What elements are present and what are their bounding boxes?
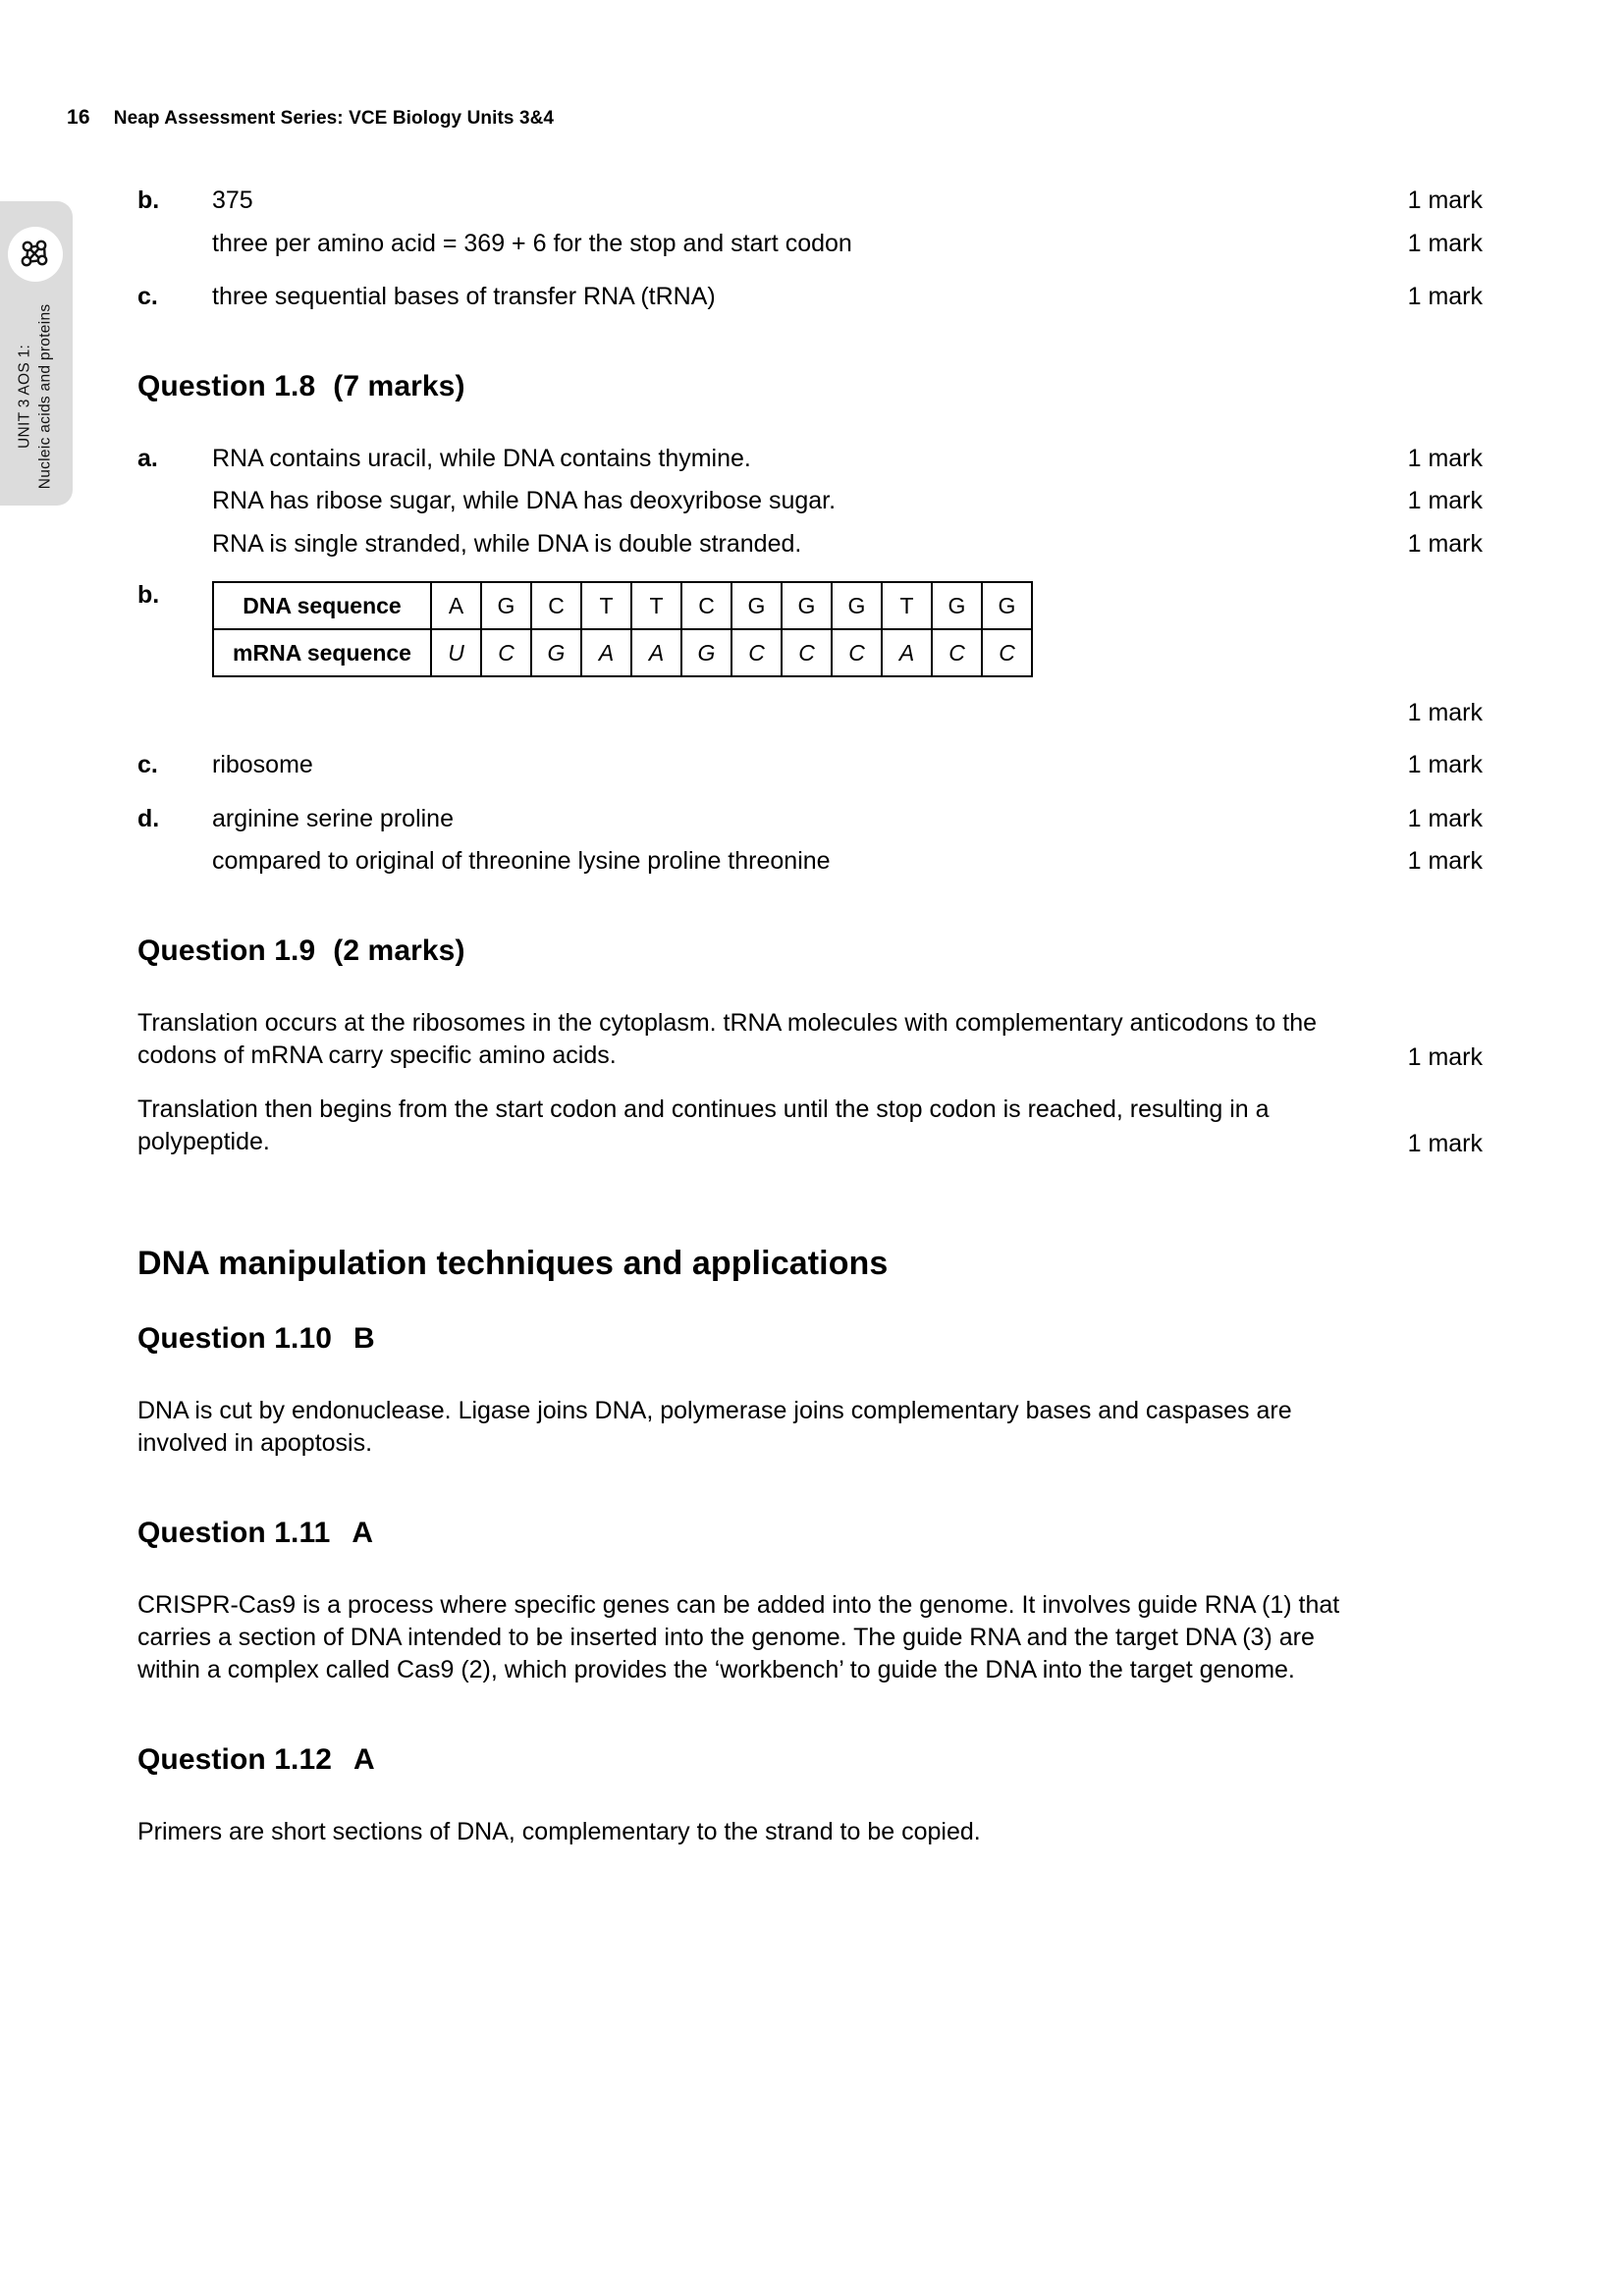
answer-part-label: d. bbox=[137, 804, 160, 832]
answer-text: ribosome bbox=[212, 751, 313, 778]
unit-side-tab bbox=[0, 201, 73, 506]
mrna-base-cell: A bbox=[581, 629, 631, 676]
dna-base-cell: G bbox=[782, 582, 832, 629]
answer-part-label: c. bbox=[137, 751, 158, 778]
mark-allocation: 1 mark bbox=[1407, 751, 1483, 778]
answer-row bbox=[137, 185, 1483, 217]
row-header-mrna: mRNA sequence bbox=[213, 629, 431, 676]
mrna-base-cell: G bbox=[681, 629, 731, 676]
answer-paragraph: CRISPR-Cas9 is a process where specific genes can be added into the genome. It involves guide RNA (1) that carries a section of DNA intended to be inserted into the genome. The guide RNA and the target DNA (3) are within a complex called Cas9 (2), which provides the ‘workbench’ to guide the DNA into the target genome. bbox=[137, 1590, 1340, 1683]
answer-row bbox=[137, 528, 1483, 561]
dna-base-cell: T bbox=[631, 582, 681, 629]
mark-allocation: 1 mark bbox=[1407, 529, 1483, 558]
answer-row bbox=[137, 228, 1483, 260]
answer-paragraph-row bbox=[137, 1007, 1483, 1072]
answer-text: RNA is single stranded, while DNA is double stranded. bbox=[212, 529, 802, 558]
question-answer-letter: A bbox=[352, 1516, 374, 1549]
question-marks: (7 marks) bbox=[333, 369, 465, 402]
answer-paragraph: Translation occurs at the ribosomes in the cytoplasm. tRNA molecules with complementary anticodons to the codons of mRNA carry specific amino acids. bbox=[137, 1008, 1318, 1069]
answer-part-label: a. bbox=[137, 444, 158, 472]
mark-allocation: 1 mark bbox=[1407, 187, 1483, 214]
question-marks: (2 marks) bbox=[333, 934, 465, 967]
answer-row bbox=[137, 699, 1483, 727]
question-1-10-heading bbox=[137, 1322, 1483, 1356]
mark-allocation: 1 mark bbox=[1407, 487, 1483, 514]
page-number: 16 bbox=[67, 106, 90, 129]
answer-row bbox=[137, 749, 1483, 781]
question-1-8-heading bbox=[137, 370, 1483, 403]
side-tab-unit-label: UNIT 3 AOS 1: bbox=[16, 344, 33, 450]
molecule-icon bbox=[8, 227, 63, 282]
mrna-base-cell: U bbox=[431, 629, 481, 676]
mark-allocation: 1 mark bbox=[1407, 804, 1483, 832]
mrna-base-cell: C bbox=[932, 629, 982, 676]
mark-allocation: 1 mark bbox=[1407, 283, 1483, 310]
header-title: Neap Assessment Series: VCE Biology Units 3&4 bbox=[113, 108, 555, 129]
row-header-dna: DNA sequence bbox=[213, 582, 431, 629]
answer-paragraph: Primers are short sections of DNA, complementary to the strand to be copied. bbox=[137, 1817, 981, 1845]
dna-base-cell: G bbox=[832, 582, 882, 629]
answer-part-label: c. bbox=[137, 283, 158, 310]
mrna-base-cell: C bbox=[832, 629, 882, 676]
answer-paragraph-row bbox=[137, 1094, 1483, 1158]
mark-allocation: 1 mark bbox=[1407, 229, 1483, 257]
question-1-12-heading bbox=[137, 1743, 1483, 1777]
table-row-dna bbox=[213, 582, 1032, 629]
side-tab-topic-label: Nucleic acids and proteins bbox=[36, 303, 54, 490]
answer-paragraph: DNA is cut by endonuclease. Ligase joins DNA, polymerase joins complementary bases and caspases are involved in apoptosis. bbox=[137, 1396, 1292, 1457]
answer-text: 375 bbox=[212, 187, 253, 214]
answer-part-label: b. bbox=[137, 187, 160, 214]
side-tab-text bbox=[0, 288, 128, 506]
mrna-base-cell: C bbox=[481, 629, 531, 676]
answer-row bbox=[137, 485, 1483, 517]
mrna-base-cell: A bbox=[882, 629, 932, 676]
question-answer-letter: B bbox=[353, 1321, 375, 1355]
dna-mrna-sequence-table bbox=[212, 581, 1033, 677]
question-number: Question 1.9 bbox=[137, 934, 316, 967]
question-number: Question 1.10 bbox=[137, 1321, 333, 1355]
dna-base-cell: C bbox=[531, 582, 581, 629]
answer-paragraph: Translation then begins from the start codon and continues until the stop codon is reached, resulting in a polypeptide. bbox=[137, 1095, 1270, 1155]
dna-base-cell: G bbox=[932, 582, 982, 629]
dna-base-cell: C bbox=[681, 582, 731, 629]
answer-row bbox=[137, 803, 1483, 835]
page-content bbox=[137, 185, 1483, 1848]
table-row-mrna bbox=[213, 629, 1032, 676]
mrna-base-cell: A bbox=[631, 629, 681, 676]
answer-text: arginine serine proline bbox=[212, 804, 454, 832]
mrna-base-cell: G bbox=[531, 629, 581, 676]
dna-base-cell: T bbox=[882, 582, 932, 629]
answer-text: RNA contains uracil, while DNA contains thymine. bbox=[212, 444, 751, 472]
mark-allocation: 1 mark bbox=[1407, 1042, 1483, 1071]
answer-text: three per amino acid = 369 + 6 for the stop and start codon bbox=[212, 229, 852, 257]
section-heading: DNA manipulation techniques and applications bbox=[137, 1244, 889, 1282]
question-number: Question 1.12 bbox=[137, 1742, 333, 1776]
dna-base-cell: A bbox=[431, 582, 481, 629]
mark-allocation: 1 mark bbox=[1407, 847, 1483, 875]
mark-allocation: 1 mark bbox=[1407, 444, 1483, 472]
mark-allocation: 1 mark bbox=[1407, 699, 1483, 726]
answer-text: compared to original of threonine lysine proline threonine bbox=[212, 847, 831, 875]
mark-allocation: 1 mark bbox=[1407, 1129, 1483, 1157]
dna-base-cell: G bbox=[982, 582, 1032, 629]
answer-text: three sequential bases of transfer RNA (tRNA) bbox=[212, 283, 716, 310]
mrna-base-cell: C bbox=[731, 629, 782, 676]
question-answer-letter: A bbox=[353, 1742, 375, 1776]
answer-row bbox=[137, 845, 1483, 878]
dna-base-cell: G bbox=[481, 582, 531, 629]
dna-base-cell: G bbox=[731, 582, 782, 629]
answer-part-label: b. bbox=[137, 581, 160, 609]
answer-row bbox=[137, 443, 1483, 475]
dna-base-cell: T bbox=[581, 582, 631, 629]
answer-row bbox=[137, 281, 1483, 313]
sequence-table-row bbox=[137, 581, 1483, 677]
question-number: Question 1.11 bbox=[137, 1516, 331, 1549]
answer-text: RNA has ribose sugar, while DNA has deoxyribose sugar. bbox=[212, 487, 837, 514]
question-1-11-heading bbox=[137, 1517, 1483, 1550]
running-header bbox=[67, 106, 554, 130]
mrna-base-cell: C bbox=[982, 629, 1032, 676]
question-number: Question 1.8 bbox=[137, 369, 316, 402]
mrna-base-cell: C bbox=[782, 629, 832, 676]
question-1-9-heading bbox=[137, 934, 1483, 968]
